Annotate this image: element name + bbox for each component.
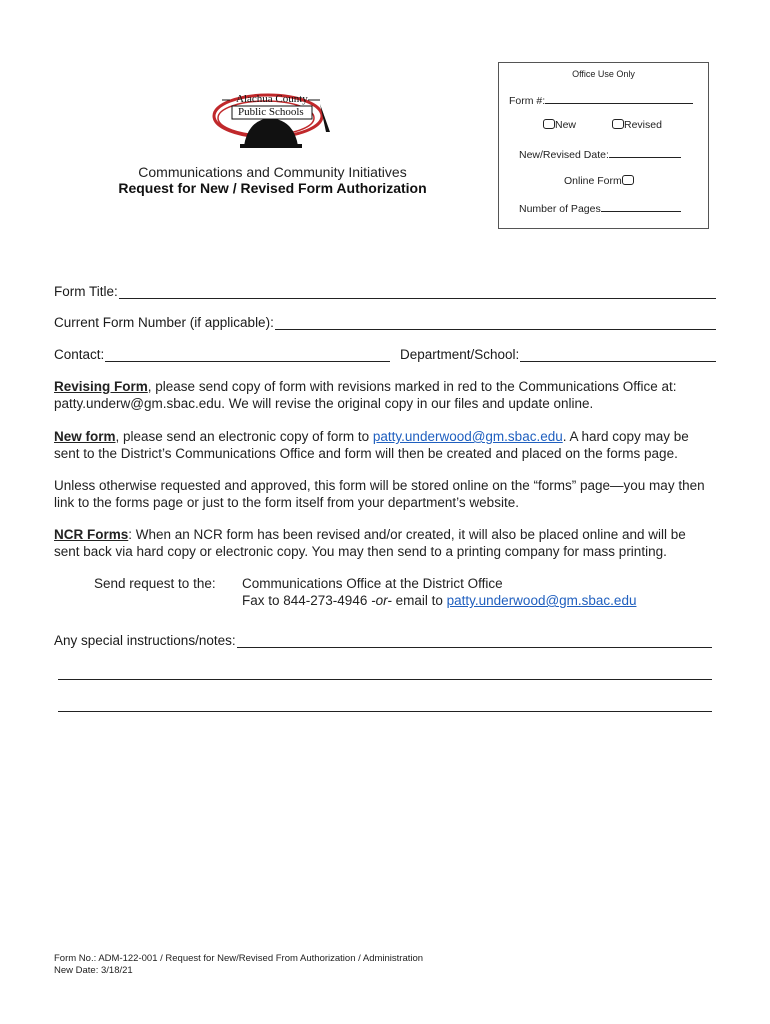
ncr-forms-text: : When an NCR form has been revised and/or created, it will also be placed online and will be sent back via hard copy or electronic copy. You may then send to a printing company for mass printing. (54, 527, 686, 559)
notes-line-2[interactable] (58, 679, 712, 680)
new-form-text-1: , please send an electronic copy of form to (115, 429, 373, 444)
new-label: New (555, 119, 577, 131)
email-to-text: email to (391, 593, 447, 608)
new-revised-date-field[interactable] (609, 147, 681, 158)
new-form-paragraph (54, 429, 714, 462)
number-of-pages-label: Number of Pages (519, 203, 601, 215)
new-form-email-link[interactable]: patty.underwood@gm.sbac.edu (372, 429, 563, 444)
form-number-label: Form #: (509, 95, 546, 107)
notes-line-3[interactable] (58, 711, 712, 712)
online-form-label: Online Form (564, 175, 622, 187)
new-checkbox[interactable] (543, 119, 555, 129)
online-form-row (564, 175, 634, 187)
department-heading: Communications and Community Initiatives (138, 164, 407, 180)
footer-form-number: Form No.: ADM-122-001 / Request for New/Revised From Authorization / Administration (54, 953, 424, 964)
current-form-number-row (54, 315, 716, 330)
form-number-row (509, 93, 693, 107)
form-title-row (54, 284, 716, 299)
send-request-line-2 (242, 593, 636, 610)
current-form-number-label: Current Form Number (if applicable): (54, 315, 274, 330)
revising-form-paragraph (54, 379, 714, 412)
special-instructions-label: Any special instructions/notes: (54, 633, 236, 648)
special-instructions-input[interactable] (237, 633, 712, 648)
footer-new-date: New Date: 3/18/21 (54, 965, 133, 976)
fax-text: Fax to 844-273-4946 (242, 593, 372, 608)
form-title-label: Form Title: (54, 284, 118, 299)
form-title-input[interactable] (119, 284, 716, 299)
current-form-number-input[interactable] (275, 315, 716, 330)
number-of-pages-row (519, 201, 681, 215)
revised-option[interactable] (612, 119, 662, 131)
form-number-field[interactable] (545, 93, 693, 104)
contact-input[interactable] (105, 347, 390, 362)
send-request-email-link[interactable]: patty.underwood@gm.sbac.edu (446, 593, 637, 608)
department-school-row (400, 347, 716, 362)
new-revised-date-row (519, 147, 681, 161)
department-school-label: Department/School: (400, 347, 520, 362)
revising-form-text: , please send copy of form with revisions marked in red to the Communications Office at: patty.underw@gm.sbac.edu. We will revise the original copy in our files and update online. (54, 379, 677, 411)
unless-paragraph: Unless otherwise requested and approved, this form will be stored online on the “forms” page—you may then link to the forms page or just to the form itself from your department’s website. (54, 478, 705, 510)
ncr-forms-heading: NCR Forms (54, 527, 129, 542)
logo-line-1: Alachua County (236, 93, 308, 105)
special-instructions-row (54, 633, 712, 648)
online-form-checkbox[interactable] (622, 175, 634, 185)
revised-label: Revised (624, 119, 662, 131)
or-text: -or- (371, 593, 392, 608)
new-form-heading: New form (54, 429, 116, 444)
ncr-forms-paragraph (54, 527, 714, 560)
office-use-title: Office Use Only (572, 69, 635, 79)
send-request-label: Send request to the: (94, 576, 216, 591)
revised-checkbox[interactable] (612, 119, 624, 129)
logo-line-2: Public Schools (238, 106, 304, 118)
office-use-box (498, 62, 709, 229)
form-title-heading: Request for New / Revised Form Authorization (118, 180, 427, 196)
send-request-line-1: Communications Office at the District Office (242, 576, 503, 591)
revising-form-heading: Revising Form (54, 379, 148, 394)
new-form-text-2: . A hard copy may be sent to the District’s Communications Office and form will then be created and placed on the forms page. (54, 429, 689, 461)
new-option[interactable] (543, 119, 576, 131)
footer (54, 953, 423, 977)
contact-row (54, 347, 390, 362)
contact-label: Contact: (54, 347, 105, 362)
district-logo (208, 90, 332, 152)
new-revised-date-label: New/Revised Date: (519, 149, 609, 161)
number-of-pages-field[interactable] (601, 201, 681, 212)
department-school-input[interactable] (520, 347, 716, 362)
